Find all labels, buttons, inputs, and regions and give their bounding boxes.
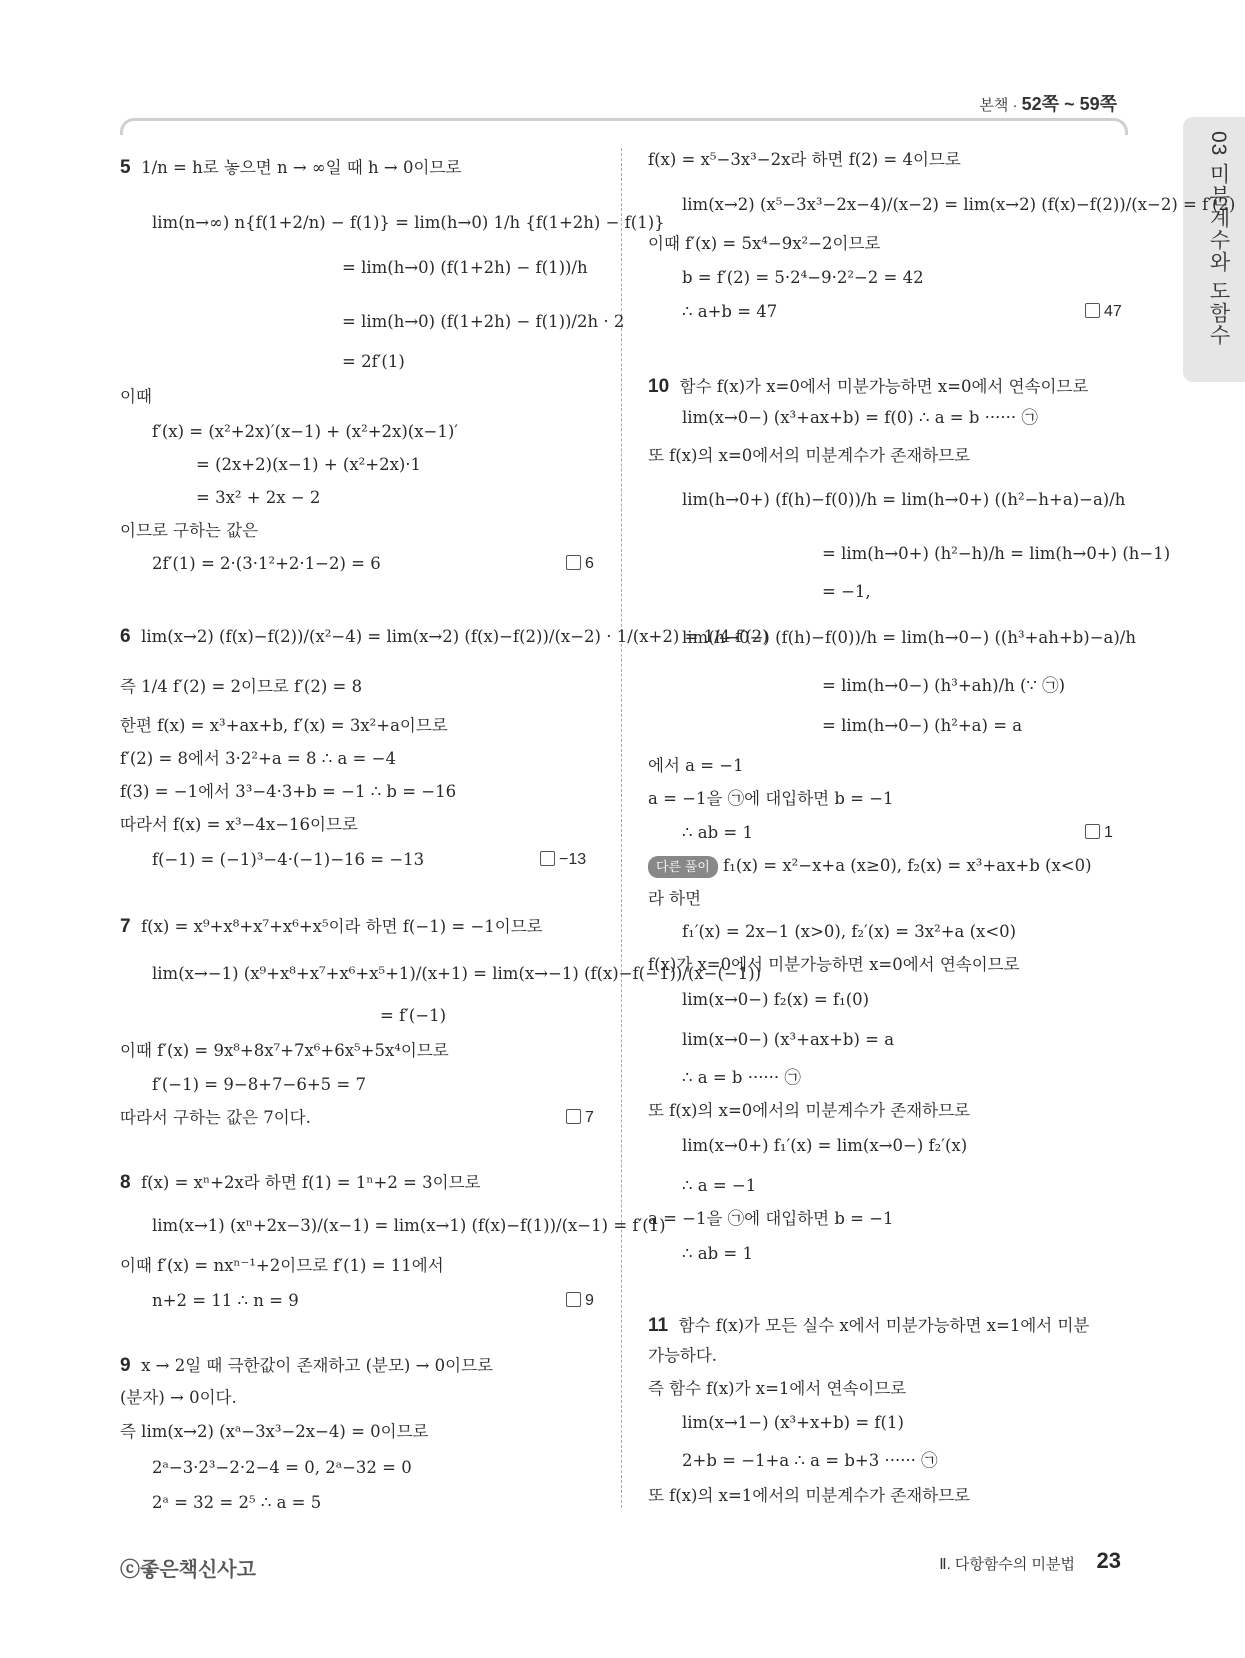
alt-solution-line12: ∴ ab = 1 <box>682 1244 753 1263</box>
problem-6-answer <box>540 851 586 869</box>
problem-7-line6: 따라서 구하는 값은 7이다. <box>120 1108 311 1127</box>
problem-10-line2: lim(x→0−) (x³+ax+b) = f(0) ∴ a = b ······ ㉠ <box>682 408 1038 427</box>
problem-11-line6: 또 f(x)의 x=1에서의 미분계수가 존재하므로 <box>648 1486 970 1505</box>
problem-5-number: 5 <box>120 157 131 178</box>
problem-5-line3: = lim(h→0) (f(1+2h) − f(1))/h <box>342 258 588 277</box>
problem-6-line7: f(−1) = (−1)³−4·(−1)−16 = −13 <box>152 850 425 869</box>
problem-5-line6: 이때 <box>120 387 152 406</box>
problem-7-answer <box>566 1109 594 1127</box>
problem-5-line11: 2f′(1) = 2·(3·1²+2·1−2) = 6 <box>152 554 381 573</box>
alt-solution-line11: a = −1을 ㉠에 대입하면 b = −1 <box>648 1209 894 1228</box>
book-label: 본책 <box>979 97 1009 114</box>
problem-11-line1 <box>648 1316 1089 1336</box>
problem-10-line9: = lim(h→0−) (h²+a) = a <box>822 716 1023 735</box>
problem-10-line1 <box>648 377 1088 397</box>
alt-solution-text: f₁(x) = x²−x+a (x≥0), f₂(x) = x³+ax+b (x<0) <box>723 856 1092 875</box>
answer-icon <box>566 1109 581 1124</box>
publisher-logo: ⓒ좋은책신사고 <box>120 1559 256 1581</box>
problem-7-line2: lim(x→−1) (x⁹+x⁸+x⁷+x⁶+x⁵+1)/(x+1) = lim(x→−1) (f(x)−f(−1))/(x−(−1)) <box>152 964 762 983</box>
problem-7-line3: = f′(−1) <box>380 1006 447 1025</box>
problem-7-text: f(x) = x⁹+x⁸+x⁷+x⁶+x⁵이라 하면 f(−1) = −1이므로 <box>141 917 543 936</box>
problem-10-text: 함수 f(x)가 x=0에서 미분가능하면 x=0에서 연속이므로 <box>679 377 1089 396</box>
problem-8-number: 8 <box>120 1172 131 1193</box>
problem-10-line3: 또 f(x)의 x=0에서의 미분계수가 존재하므로 <box>648 446 970 465</box>
alt-solution-line10: ∴ a = −1 <box>682 1176 757 1195</box>
problem-9-line5: 2ᵃ = 32 = 2⁵ ∴ a = 5 <box>152 1493 322 1512</box>
column-divider <box>621 148 622 1508</box>
problem-10-line10: 에서 a = −1 <box>648 756 744 775</box>
problem-11-line4: lim(x→1−) (x³+x+b) = f(1) <box>682 1413 904 1432</box>
problem-9-right-line2: lim(x→2) (x⁵−3x³−2x−4)/(x−2) = lim(x→2) (f(x)−f(2))/(x−2) = f′(2) <box>682 195 1236 214</box>
problem-6-number: 6 <box>120 626 131 647</box>
answer-value: 1 <box>1104 824 1113 841</box>
answer-value: 47 <box>1104 303 1122 320</box>
problem-8-line1 <box>120 1173 480 1193</box>
problem-9-line3: 즉 lim(x→2) (xᵃ−3x³−2x−4) = 0이므로 <box>120 1422 429 1441</box>
problem-8-line2: lim(x→1) (xⁿ+2x−3)/(x−1) = lim(x→1) (f(x)−f(1))/(x−1) = f′(1) <box>152 1216 666 1235</box>
page-range: 52쪽 ~ 59쪽 <box>1021 94 1117 114</box>
alt-solution-line2: 라 하면 <box>648 889 702 908</box>
alt-solution-line8: 또 f(x)의 x=0에서의 미분계수가 존재하므로 <box>648 1101 970 1120</box>
header-rule <box>120 118 1128 135</box>
alt-solution-line3: f₁′(x) = 2x−1 (x>0), f₂′(x) = 3x²+a (x<0) <box>682 922 1017 941</box>
chapter-footer: Ⅱ. 다항함수의 미분법 <box>939 1556 1075 1573</box>
problem-8-answer <box>566 1292 594 1310</box>
problem-5-line7: f′(x) = (x²+2x)′(x−1) + (x²+2x)(x−1)′ <box>152 422 459 441</box>
alt-solution-line4: f(x)가 x=0에서 미분가능하면 x=0에서 연속이므로 <box>648 955 1020 974</box>
problem-9-line1 <box>120 1356 493 1376</box>
problem-9-right-line1: f(x) = x⁵−3x³−2x라 하면 f(2) = 4이므로 <box>648 150 961 169</box>
problem-10-line8: = lim(h→0−) (h³+ah)/h (∵ ㉠) <box>822 676 1066 695</box>
problem-7-line5: f′(−1) = 9−8+7−6+5 = 7 <box>152 1075 366 1094</box>
problem-10-line11: a = −1을 ㉠에 대입하면 b = −1 <box>648 789 894 808</box>
answer-value: 9 <box>585 1292 594 1309</box>
problem-6-line5: f(3) = −1에서 3³−4·3+b = −1 ∴ b = −16 <box>120 782 457 801</box>
problem-6-line4: f′(2) = 8에서 3·2²+a = 8 ∴ a = −4 <box>120 749 396 768</box>
problem-9-line4: 2ᵃ−3·2³−2·2−4 = 0, 2ᵃ−32 = 0 <box>152 1458 412 1477</box>
problem-5-line10: 이므로 구하는 값은 <box>120 521 259 540</box>
alt-solution-line1 <box>648 856 1092 878</box>
problem-5-line1 <box>120 158 461 178</box>
problem-10-line7: lim(h→0−) (f(h)−f(0))/h = lim(h→0−) ((h³+ah+b)−a)/h <box>682 628 1136 647</box>
answer-icon <box>566 555 581 570</box>
problem-10-number: 10 <box>648 376 670 397</box>
problem-8-text: f(x) = xⁿ+2x라 하면 f(1) = 1ⁿ+2 = 3이므로 <box>141 1173 481 1192</box>
problem-8-line3: 이때 f′(x) = nxⁿ⁻¹+2이므로 f′(1) = 11에서 <box>120 1256 444 1275</box>
problem-7-number: 7 <box>120 916 131 937</box>
problem-5-line2: lim(n→∞) n{f(1+2/n) − f(1)} = lim(h→0) 1/h {f(1+2h) − f(1)} <box>152 213 665 232</box>
answer-value: 6 <box>585 555 594 572</box>
problem-9-answer <box>1085 303 1122 321</box>
problem-6-line6: 따라서 f(x) = x³−4x−16이므로 <box>120 815 358 834</box>
answer-icon <box>1085 824 1100 839</box>
alt-solution-line7: ∴ a = b ······ ㉠ <box>682 1068 801 1087</box>
problem-11-text: 함수 f(x)가 모든 실수 x에서 미분가능하면 x=1에서 미분 <box>678 1316 1090 1335</box>
problem-10-line6: = −1, <box>822 582 871 601</box>
problem-8-line4: n+2 = 11 ∴ n = 9 <box>152 1291 299 1310</box>
problem-9-line2: (분자) → 0이다. <box>120 1388 237 1407</box>
problem-10-line12: ∴ ab = 1 <box>682 823 753 842</box>
problem-6-line1 <box>120 627 769 647</box>
problem-7-line4: 이때 f′(x) = 9x⁸+8x⁷+7x⁶+6x⁵+5x⁴이므로 <box>120 1041 449 1060</box>
problem-5-text: 1/n = h로 놓으면 n → ∞일 때 h → 0이므로 <box>141 158 462 177</box>
problem-9-text: x → 2일 때 극한값이 존재하고 (분모) → 0이므로 <box>141 1356 493 1375</box>
alt-solution-badge: 다른 풀이 <box>648 856 718 878</box>
problem-7-line1 <box>120 917 543 937</box>
problem-11-line3: 즉 함수 f(x)가 x=1에서 연속이므로 <box>648 1379 907 1398</box>
problem-10-answer <box>1085 824 1113 842</box>
alt-solution-line9: lim(x→0+) f₁′(x) = lim(x→0−) f₂′(x) <box>682 1136 968 1155</box>
answer-icon <box>540 851 555 866</box>
answer-icon <box>1085 303 1100 318</box>
answer-icon <box>566 1292 581 1307</box>
problem-9-number: 9 <box>120 1355 131 1376</box>
problem-5-line4: = lim(h→0) (f(1+2h) − f(1))/2h · 2 <box>342 312 625 331</box>
problem-11-number: 11 <box>648 1315 669 1336</box>
chapter-tab-label: 03 미분계수와 도함수 <box>1207 131 1230 347</box>
problem-9-right-line5: ∴ a+b = 47 <box>682 302 778 321</box>
problem-5-line5: = 2f′(1) <box>342 352 405 371</box>
problem-5-answer <box>566 555 594 573</box>
problem-6-line3: 한편 f(x) = x³+ax+b, f′(x) = 3x²+a이므로 <box>120 716 448 735</box>
answer-value: −13 <box>559 851 587 868</box>
problem-6-text: lim(x→2) (f(x)−f(2))/(x²−4) = lim(x→2) (f(x)−f(2))/(x−2) · 1/(x+2) = 1/4 f′(2) <box>141 627 769 646</box>
chapter-side-tab <box>1183 117 1245 382</box>
problem-11-line2: 가능하다. <box>648 1346 718 1365</box>
problem-9-right-line4: b = f′(2) = 5·2⁴−9·2²−2 = 42 <box>682 268 924 287</box>
problem-10-line5: = lim(h→0+) (h²−h)/h = lim(h→0+) (h−1) <box>822 544 1171 563</box>
problem-9-right-line3: 이때 f′(x) = 5x⁴−9x²−2이므로 <box>648 234 881 253</box>
page-number: 23 <box>1096 1548 1121 1573</box>
page-header: 본책 · 52쪽 ~ 59쪽 <box>979 94 1117 114</box>
alt-solution-line5: lim(x→0−) f₂(x) = f₁(0) <box>682 990 870 1009</box>
problem-6-line2: 즉 1/4 f′(2) = 2이므로 f′(2) = 8 <box>120 677 363 696</box>
problem-10-line4: lim(h→0+) (f(h)−f(0))/h = lim(h→0+) ((h²−h+a)−a)/h <box>682 490 1126 509</box>
answer-value: 7 <box>585 1109 594 1126</box>
problem-5-line9: = 3x² + 2x − 2 <box>196 488 321 507</box>
problem-5-line8: = (2x+2)(x−1) + (x²+2x)·1 <box>196 455 422 474</box>
problem-11-line5: 2+b = −1+a ∴ a = b+3 ······ ㉠ <box>682 1451 938 1470</box>
alt-solution-line6: lim(x→0−) (x³+ax+b) = a <box>682 1030 895 1049</box>
